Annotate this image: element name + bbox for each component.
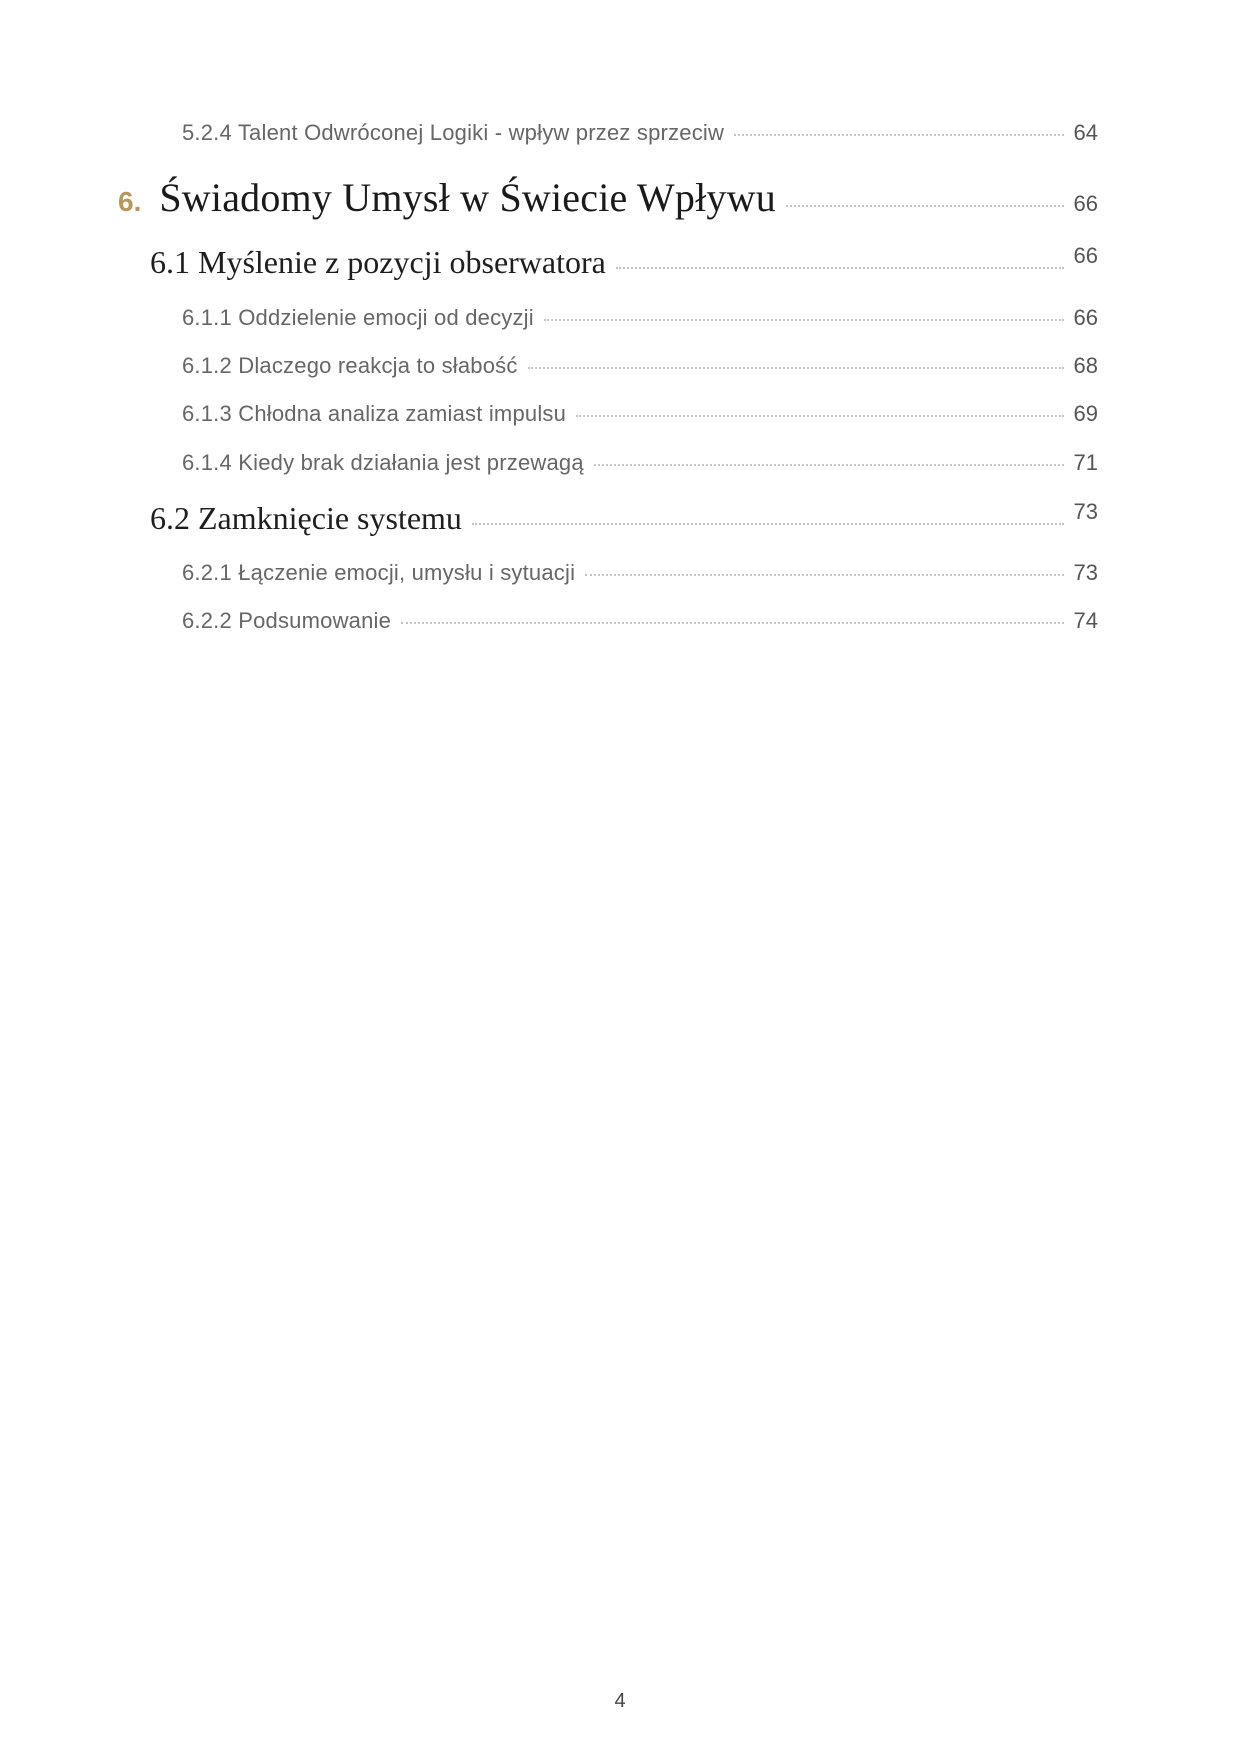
toc-entry-page: 66 <box>1073 243 1098 268</box>
toc-entry-6-1-4[interactable] <box>182 450 1098 482</box>
toc-entry-chapter-6[interactable] <box>118 174 1098 226</box>
toc-entry-title: 6.2.1 Łączenie emocji, umysłu i sytuacji <box>182 560 576 585</box>
toc-entry-6-1-2[interactable] <box>182 353 1098 385</box>
page-number: 4 <box>614 1690 626 1712</box>
toc-entry-title: 5.2.4 Talent Odwróconej Logiki - wpływ przez sprzeciw <box>182 120 725 145</box>
chapter-number: 6. <box>118 186 142 217</box>
dot-leader <box>585 574 1063 576</box>
toc-entry-title: 6.1.3 Chłodna analiza zamiast impulsu <box>182 401 567 426</box>
toc-entry-page: 69 <box>1073 401 1098 426</box>
toc-entry-6-1-3[interactable] <box>182 401 1098 433</box>
dot-leader <box>544 319 1064 321</box>
dot-leader <box>576 415 1063 417</box>
dot-leader <box>594 464 1064 466</box>
toc-entry-5-2-4[interactable] <box>182 120 1098 152</box>
toc-entry-6-1-1[interactable] <box>182 305 1098 337</box>
toc-entry-6-2-1[interactable] <box>182 560 1098 592</box>
toc-entry-title: 6.1.2 Dlaczego reakcja to słabość <box>182 353 518 378</box>
dot-leader <box>528 367 1064 369</box>
dot-leader <box>734 134 1063 136</box>
toc-entry-title: 6.1.1 Oddzielenie emocji od decyzji <box>182 305 534 330</box>
toc-entry-6-1[interactable] <box>150 244 1098 286</box>
dot-leader <box>786 205 1064 207</box>
toc-entry-6-2-2[interactable] <box>182 608 1098 640</box>
toc-entry-page: 73 <box>1073 499 1098 524</box>
dot-leader <box>472 523 1064 525</box>
toc-entry-page: 66 <box>1073 191 1098 216</box>
dot-leader <box>616 267 1064 269</box>
toc-entry-title: 6.1.4 Kiedy brak działania jest przewagą <box>182 450 584 475</box>
toc-entry-page: 71 <box>1073 450 1098 475</box>
toc-entry-title: 6.2 Zamknięcie systemu <box>150 500 462 536</box>
toc-entry-page: 73 <box>1073 560 1098 585</box>
toc-entry-page: 64 <box>1073 120 1098 145</box>
toc-entry-6-2[interactable] <box>150 500 1098 542</box>
toc-entry-title: 6.1 Myślenie z pozycji obserwatora <box>150 244 606 280</box>
dot-leader <box>401 622 1063 624</box>
toc-entry-page: 74 <box>1073 608 1098 633</box>
toc-entry-page: 66 <box>1073 305 1098 330</box>
toc-entry-title: Świadomy Umysł w Świecie Wpływu <box>159 175 776 220</box>
toc-entry-title: 6.2.2 Podsumowanie <box>182 608 392 633</box>
toc-entry-page: 68 <box>1073 353 1098 378</box>
